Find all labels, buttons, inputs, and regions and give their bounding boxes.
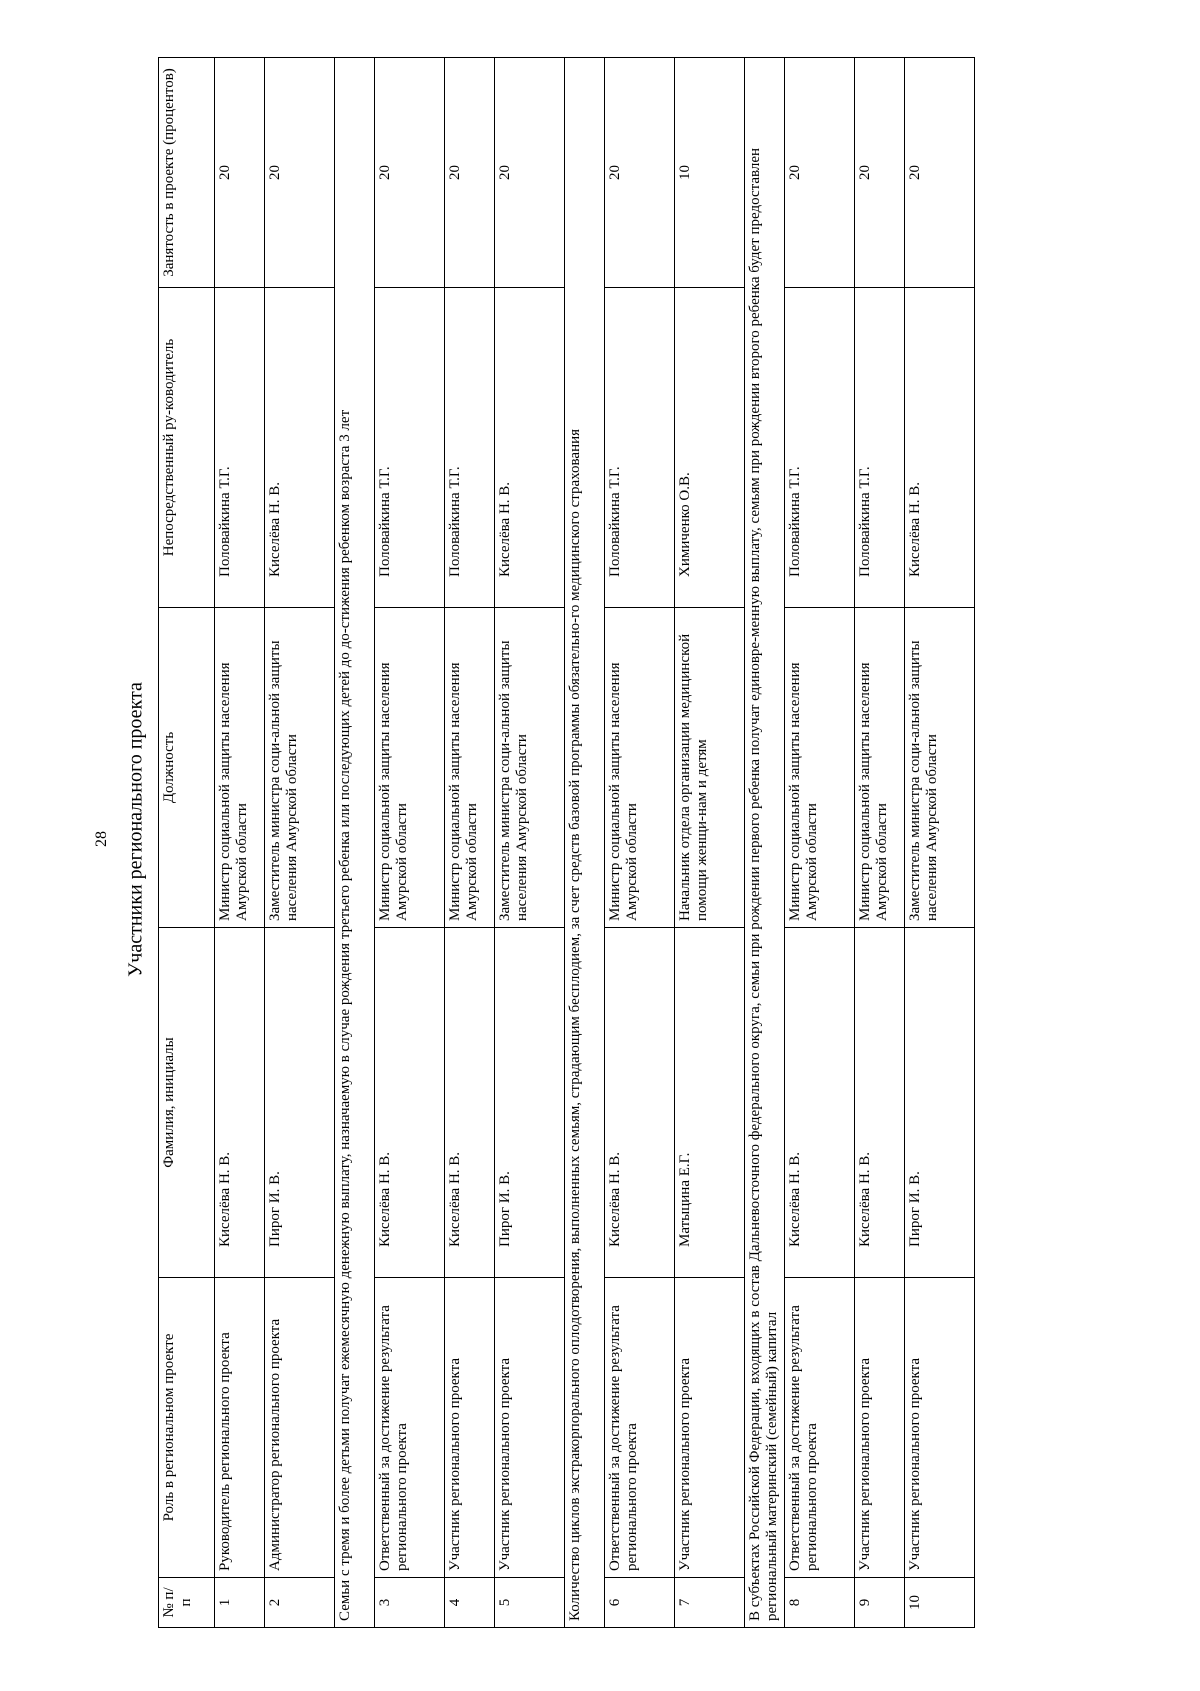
cell-name: Киселёва Н. В. <box>855 928 905 1278</box>
table-row <box>215 58 265 1628</box>
cell-percent: 20 <box>445 58 495 288</box>
cell-role: Руководитель регионального проекта <box>215 1278 265 1578</box>
cell-percent: 20 <box>855 58 905 288</box>
cell-supervisor: Киселёва Н. В. <box>905 288 975 608</box>
cell-num: 9 <box>855 1578 905 1628</box>
cell-num: 2 <box>265 1578 335 1628</box>
cell-position: Начальник отдела организации медицинской помощи женщи-нам и детям <box>675 608 745 928</box>
cell-name: Матыцина Е.Г. <box>675 928 745 1278</box>
cell-name: Киселёва Н. В. <box>215 928 265 1278</box>
cell-role: Участник регионального проекта <box>905 1278 975 1578</box>
cell-supervisor: Химиченко О.В. <box>675 288 745 608</box>
cell-supervisor: Половайкина Т.Г. <box>855 288 905 608</box>
cell-role: Участник регионального проекта <box>855 1278 905 1578</box>
participants-sheet <box>158 58 1063 1628</box>
table-row <box>265 58 335 1628</box>
cell-position: Министр социальной защиты населения Амурской области <box>375 608 445 928</box>
cell-percent: 20 <box>905 58 975 288</box>
table-row <box>605 58 675 1628</box>
cell-role: Участник регионального проекта <box>675 1278 745 1578</box>
cell-position: Министр социальной защиты населения Амурской области <box>605 608 675 928</box>
section-text: Семьи с тремя и более детьми получат ежемесячную денежную выплату, назначаемую в случае рождения третьего ребенка или последующих детей до до-стижения ребенком возраста 3 лет <box>335 58 375 1628</box>
table-row <box>495 58 565 1628</box>
participants-table <box>158 57 975 1628</box>
cell-num: 4 <box>445 1578 495 1628</box>
table-body <box>215 58 975 1628</box>
cell-percent: 10 <box>675 58 745 288</box>
table-row <box>445 58 495 1628</box>
cell-position: Министр социальной защиты населения Амурской области <box>445 608 495 928</box>
table-row <box>375 58 445 1628</box>
cell-role: Ответственный за достижение результата регионального проекта <box>375 1278 445 1578</box>
cell-num: 5 <box>495 1578 565 1628</box>
cell-supervisor: Половайкина Т.Г. <box>605 288 675 608</box>
table-row <box>675 58 745 1628</box>
cell-num: 8 <box>785 1578 855 1628</box>
cell-name: Киселёва Н. В. <box>785 928 855 1278</box>
header-position: Должность <box>159 608 215 928</box>
cell-supervisor: Киселёва Н. В. <box>265 288 335 608</box>
cell-position: Министр социальной защиты населения Амурской области <box>785 608 855 928</box>
cell-percent: 20 <box>495 58 565 288</box>
cell-supervisor: Половайкина Т.Г. <box>375 288 445 608</box>
cell-role: Участник регионального проекта <box>495 1278 565 1578</box>
header-name: Фамилия, инициалы <box>159 928 215 1278</box>
section-row <box>565 58 605 1628</box>
cell-percent: 20 <box>785 58 855 288</box>
table-header-row <box>159 58 215 1628</box>
table-row <box>855 58 905 1628</box>
cell-supervisor: Половайкина Т.Г. <box>445 288 495 608</box>
cell-role: Участник регионального проекта <box>445 1278 495 1578</box>
cell-num: 6 <box>605 1578 675 1628</box>
cell-percent: 20 <box>605 58 675 288</box>
table-row <box>785 58 855 1628</box>
header-supervisor: Непосредственный ру-ководитель <box>159 288 215 608</box>
cell-percent: 20 <box>375 58 445 288</box>
cell-num: 10 <box>905 1578 975 1628</box>
cell-num: 7 <box>675 1578 745 1628</box>
cell-name: Пирог И. В. <box>495 928 565 1278</box>
cell-percent: 20 <box>265 58 335 288</box>
header-num: № п/п <box>159 1578 215 1628</box>
cell-position: Заместитель министра соци-альной защиты населения Амурской области <box>265 608 335 928</box>
section-text: Количество циклов экстракорпорального оплодотворения, выполненных семьям, страдающим бесплодием, за счет средств базовой программы обязательно-го медицинского страхования <box>565 58 605 1628</box>
cell-position: Заместитель министра соци-альной защиты населения Амурской области <box>905 608 975 928</box>
cell-position: Министр социальной защиты населения Амурской области <box>215 608 265 928</box>
cell-position: Министр социальной защиты населения Амурской области <box>855 608 905 928</box>
cell-name: Киселёва Н. В. <box>445 928 495 1278</box>
cell-num: 1 <box>215 1578 265 1628</box>
cell-supervisor: Половайкина Т.Г. <box>215 288 265 608</box>
cell-name: Пирог И. В. <box>905 928 975 1278</box>
header-percent: Занятость в проекте (процентов) <box>159 58 215 288</box>
table-row <box>905 58 975 1628</box>
section-text: В субъектах Российской Федерации, входящих в состав Дальневосточного федерального округа, семьи при рождении первого ребенка получат единовре-менную выплату, семьям при рождении второго ребенка будет предоставлен региональный материнский (семейный) капитал <box>745 58 785 1628</box>
cell-percent: 20 <box>215 58 265 288</box>
cell-num: 3 <box>375 1578 445 1628</box>
cell-role: Ответственный за достижение результата регионального проекта <box>605 1278 675 1578</box>
cell-position: Заместитель министра соци-альной защиты населения Амурской области <box>495 608 565 928</box>
cell-role: Администратор регионального проекта <box>265 1278 335 1578</box>
section-row <box>745 58 785 1628</box>
section-row <box>335 58 375 1628</box>
page-title: Участники регионального проекта <box>124 682 147 977</box>
cell-name: Киселёва Н. В. <box>605 928 675 1278</box>
header-role: Роль в региональном проекте <box>159 1278 215 1578</box>
cell-role: Ответственный за достижение результата регионального проекта <box>785 1278 855 1578</box>
cell-name: Киселёва Н. В. <box>375 928 445 1278</box>
page-number: 28 <box>93 831 110 847</box>
cell-supervisor: Половайкина Т.Г. <box>785 288 855 608</box>
cell-name: Пирог И. В. <box>265 928 335 1278</box>
cell-supervisor: Киселёва Н. В. <box>495 288 565 608</box>
